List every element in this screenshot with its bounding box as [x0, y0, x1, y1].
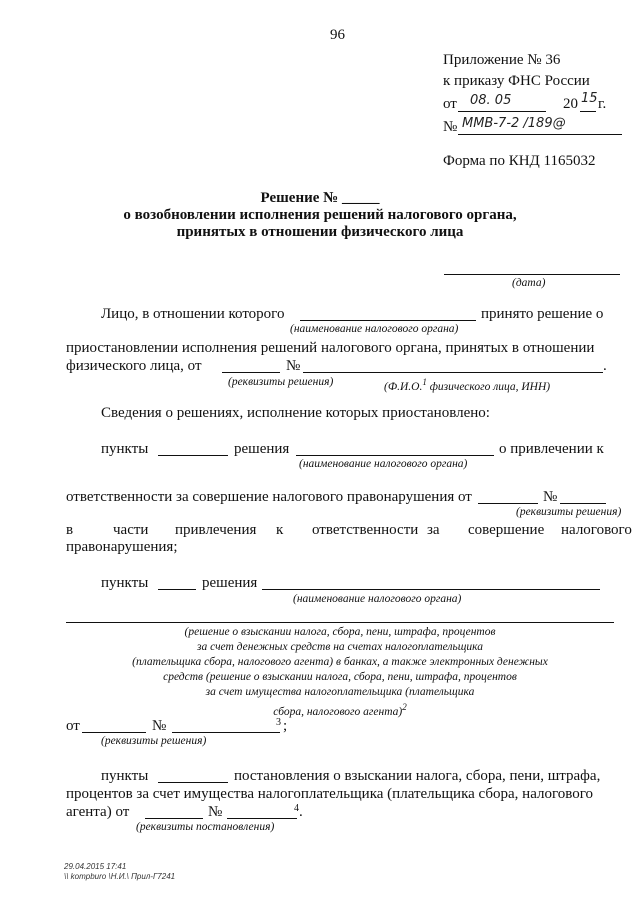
decision-date-line-3	[82, 732, 146, 733]
caption-long-4: средств (решение о взыскании налога, сбора, пени, штрафа, процентов	[163, 671, 517, 683]
decision-subtitle-1: о возобновлении исполнения решений налогового органа,	[123, 207, 517, 223]
order-date-prefix: от	[443, 96, 457, 112]
word-part: части	[113, 522, 149, 538]
stamp-date: 29.04.2015 17:41	[64, 862, 127, 871]
footnote-3: 3	[276, 717, 281, 728]
order-number-line	[458, 134, 622, 135]
text-points-1: пункты	[101, 441, 149, 457]
text-individual-from: физического лица, от	[66, 358, 202, 374]
decision-subtitle-2: принятых в отношении физического лица	[176, 224, 464, 240]
caption-long-1: (решение о взыскании налога, сбора, пени, штрафа, процентов	[184, 626, 496, 638]
order-number-prefix: №	[443, 119, 458, 135]
order-year-prefix: 20	[563, 96, 578, 112]
caption-decision-details-1: (реквизиты решения)	[228, 376, 334, 388]
text-from-3: от	[66, 718, 80, 734]
caption-tax-authority-2: (наименование налогового органа)	[299, 458, 468, 470]
caption-long-5: за счет имущества налогоплательщика (плательщика	[205, 686, 475, 698]
text-liability: ответственности за совершение налогового правонарушения от	[66, 489, 472, 505]
order-number-handwritten: ММВ-7-2 /189@	[462, 116, 566, 131]
caption-long-6: сбора, налогового агента)$^2$	[273, 702, 407, 718]
order-label: к приказу ФНС России	[443, 73, 590, 89]
decision-title: Решение № _____	[260, 190, 380, 206]
decision-number-line-1	[303, 372, 603, 373]
decision-full-line	[66, 622, 614, 623]
text-semicolon: ;	[283, 718, 288, 734]
text-number-sign-1: №	[286, 358, 301, 374]
page-number: 96	[330, 27, 345, 43]
caption-decision-details-3: (реквизиты решения)	[101, 735, 207, 747]
word-tax: налогового	[561, 522, 632, 538]
caption-tax-authority-1: (наименование налогового органа)	[290, 323, 459, 335]
appendix-label: Приложение № 36	[443, 52, 561, 68]
tax-authority-line-3	[262, 589, 600, 590]
word-for: за	[427, 522, 440, 538]
points-line-2	[158, 589, 196, 590]
text-decision-1: решения	[234, 441, 290, 457]
text-suspended-info: Сведения о решениях, исполнение которых приостановлено:	[101, 405, 490, 421]
word-v: в	[66, 522, 74, 538]
order-year-suffix: г.	[598, 96, 607, 112]
text-decision-made: принято решение о	[481, 306, 604, 322]
caption-long-3: (плательщика сбора, налогового агента) в банках, а также электронных денежных	[132, 656, 548, 668]
text-agent-from: агента) от	[66, 804, 130, 820]
decision-date-line-2	[478, 503, 538, 504]
text-resolution: постановления о взыскании налога, сбора, пени, штрафа,	[234, 768, 601, 784]
order-date-line	[458, 111, 546, 112]
points-line-3	[158, 782, 228, 783]
points-line-1	[158, 455, 228, 456]
word-committing: совершение	[468, 522, 545, 538]
decision-date-line-1	[222, 372, 280, 373]
text-points-3: пункты	[101, 768, 149, 784]
order-year-line	[580, 111, 596, 112]
resolution-date-line	[145, 818, 203, 819]
tax-authority-line-1	[300, 320, 476, 321]
decision-number-line-2	[560, 503, 606, 504]
date-caption: (дата)	[512, 277, 546, 289]
caption-resolution-details: (реквизиты постановления)	[136, 821, 275, 833]
text-about-involving: о привлечении к	[499, 441, 604, 457]
word-involving: привлечения	[175, 522, 257, 538]
resolution-number-line	[227, 818, 297, 819]
word-to: к	[276, 522, 284, 538]
order-date-handwritten: 08. 05	[470, 93, 512, 108]
caption-long-2: за счет денежных средств на счетах налогоплательщика	[197, 641, 483, 653]
order-year-handwritten: 15	[581, 91, 598, 106]
text-number-sign-3: №	[152, 718, 167, 734]
caption-fio: (Ф.И.О.$^1$ физического лица, ИНН)	[384, 377, 551, 393]
tax-authority-line-2	[296, 455, 494, 456]
word-liability: ответственности	[312, 522, 419, 538]
stamp-file: \\ kompburo \Н.И.\ Прил-Г7241	[64, 872, 176, 881]
text-person: Лицо, в отношении которого	[101, 306, 285, 322]
text-suspension: приостановлении исполнения решений налогового органа, принятых в отношении	[66, 340, 595, 356]
decision-number-line-3	[172, 732, 280, 733]
caption-decision-details-2: (реквизиты решения)	[516, 506, 622, 518]
text-points-2: пункты	[101, 575, 149, 591]
form-code: Форма по КНД 1165032	[443, 153, 596, 169]
text-offense: правонарушения;	[66, 539, 178, 555]
text-period: .	[299, 804, 303, 820]
text-number-sign-2: №	[543, 489, 558, 505]
caption-tax-authority-3: (наименование налогового органа)	[293, 593, 462, 605]
text-number-sign-4: №	[208, 804, 223, 820]
footnote-4: 4	[294, 803, 299, 814]
text-interest: процентов за счет имущества налогоплательщика (плательщика сбора, налогового	[66, 786, 594, 802]
date-line	[444, 274, 620, 275]
text-decision-2: решения	[202, 575, 258, 591]
